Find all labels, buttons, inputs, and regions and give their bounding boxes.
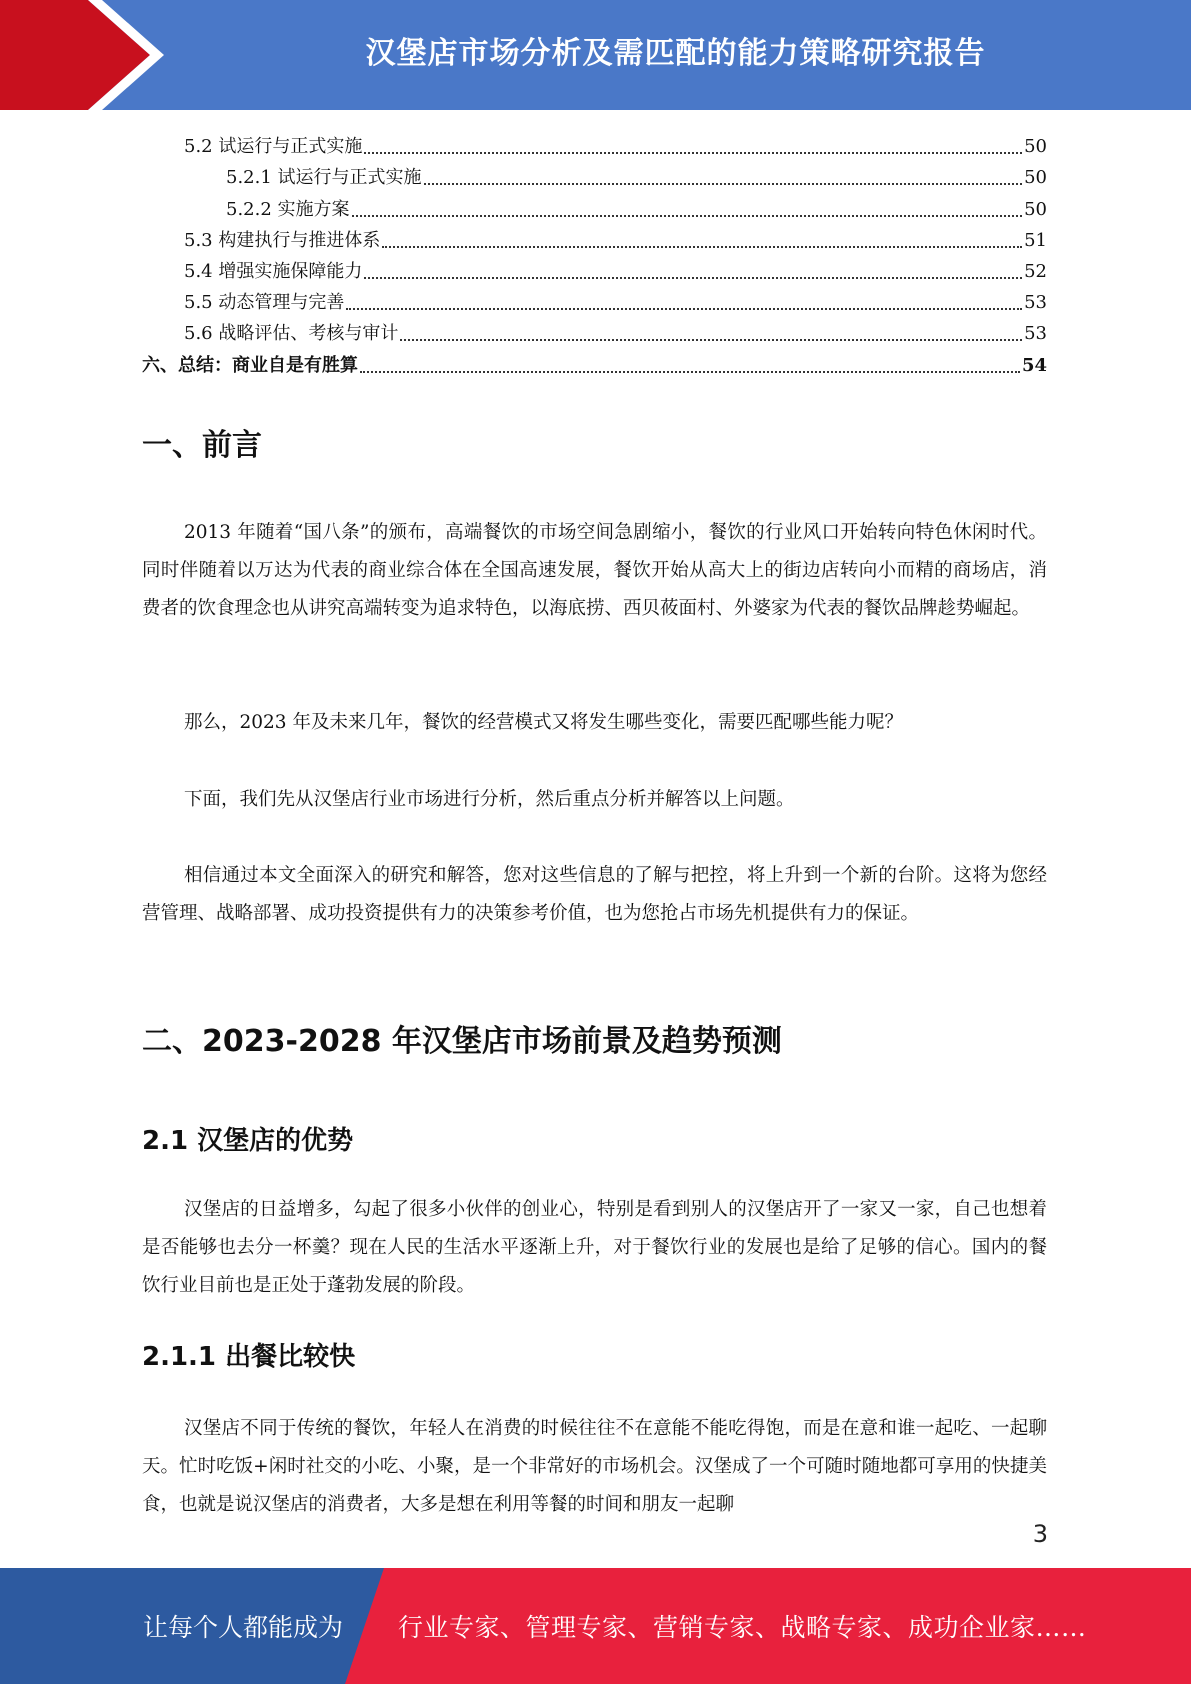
toc-leader-dots xyxy=(382,245,1022,248)
toc-entry-page: 53 xyxy=(1024,292,1047,314)
toc-leader-dots xyxy=(352,214,1023,217)
paragraph: 汉堡店不同于传统的餐饮，年轻人在消费的时候往往不在意能不能吃得饱，而是在意和谁一起吃、一起聊天。忙时吃饭+闲时社交的小吃、小聚，是一个非常好的市场机会。汉堡成了一个可随时随地都可享用的快捷美食，也就是说汉堡店的消费者，大多是想在利用等餐的时间和朋友一起聊 xyxy=(142,1418,1047,1515)
toc-leader-dots xyxy=(346,307,1022,310)
toc-entry-page: 52 xyxy=(1024,260,1047,282)
toc-leader-dots xyxy=(400,338,1022,341)
section-heading: 二、2023-2028 年汉堡店市场前景及趋势预测 xyxy=(142,1024,782,1059)
section-heading: 一、前言 xyxy=(142,428,262,463)
paragraph: 那么，2023 年及未来几年，餐饮的经营模式又将发生哪些变化，需要匹配哪些能力呢？ xyxy=(184,712,903,733)
toc-entry-label: 5.2 试运行与正式实施 xyxy=(184,136,363,158)
toc-entry[interactable] xyxy=(142,346,1047,377)
toc-entry[interactable] xyxy=(142,159,1047,190)
toc-leader-dots xyxy=(364,276,1022,279)
toc-entry[interactable] xyxy=(142,315,1047,346)
toc-entry-page: 51 xyxy=(1024,229,1047,251)
paragraph: 下面，我们先从汉堡店行业市场进行分析，然后重点分析并解答以上问题。 xyxy=(184,789,795,810)
footer-slogan-left: 让每个人都能成为 xyxy=(143,1613,344,1642)
toc-entry-page: 54 xyxy=(1021,354,1047,376)
paragraph: 相信通过本文全面深入的研究和解答，您对这些信息的了解与把控，将上升到一个新的台阶。这将为您经营管理、战略部署、成功投资提供有力的决策参考价值，也为您抢占市场先机提供有力的保证。 xyxy=(142,865,1047,924)
toc-entry-page: 53 xyxy=(1024,323,1047,345)
toc-entry[interactable] xyxy=(142,222,1047,253)
subsection-heading: 2.1.1 出餐比较快 xyxy=(142,1342,356,1372)
footer-slogan-right: 行业专家、管理专家、营销专家、战略专家、成功企业家…… xyxy=(398,1613,1087,1642)
report-title: 汉堡店市场分析及需匹配的能力策略研究报告 xyxy=(365,36,986,71)
page-number: 3 xyxy=(1032,1520,1048,1548)
subsection-heading: 2.1 汉堡店的优势 xyxy=(142,1126,354,1156)
page-header xyxy=(0,0,1191,110)
toc-entry-page: 50 xyxy=(1024,198,1047,220)
toc-entry[interactable] xyxy=(142,128,1047,159)
table-of-contents xyxy=(142,128,1047,378)
paragraph: 2013 年随着“国八条”的颁布，高端餐饮的市场空间急剧缩小，餐饮的行业风口开始转向特色休闲时代。同时伴随着以万达为代表的商业综合体在全国高速发展，餐饮开始从高大上的街边店转向小而精的商场店，消费者的饮食理念也从讲究高端转变为追求特色，以海底捞、西贝莜面村、外婆家为代表的餐饮品牌趁势崛起。 xyxy=(142,522,1047,619)
toc-entry-label: 5.3 构建执行与推进体系 xyxy=(184,229,381,251)
toc-entry-label: 5.4 增强实施保障能力 xyxy=(184,260,363,282)
toc-entry-label: 5.5 动态管理与完善 xyxy=(184,292,345,314)
toc-entry-page: 50 xyxy=(1024,167,1047,189)
toc-entry-label: 六、总结：商业自是有胜算 xyxy=(142,354,358,376)
toc-entry-label: 5.6 战略评估、考核与审计 xyxy=(184,323,399,345)
toc-entry-label: 5.2.2 实施方案 xyxy=(226,198,350,220)
toc-entry[interactable] xyxy=(142,284,1047,315)
page-footer xyxy=(0,1568,1191,1684)
toc-leader-dots xyxy=(360,370,1020,373)
toc-entry-page: 50 xyxy=(1024,136,1047,158)
toc-entry-label: 5.2.1 试运行与正式实施 xyxy=(226,167,422,189)
toc-leader-dots xyxy=(424,182,1023,185)
toc-leader-dots xyxy=(364,151,1022,154)
toc-entry[interactable] xyxy=(142,253,1047,284)
paragraph: 汉堡店的日益增多，勾起了很多小伙伴的创业心，特别是看到别人的汉堡店开了一家又一家，自己也想着是否能够也去分一杯羹？现在人民的生活水平逐渐上升，对于餐饮行业的发展也是给了足够的信心。国内的餐饮行业目前也是正处于蓬勃发展的阶段。 xyxy=(142,1199,1047,1296)
toc-entry[interactable] xyxy=(142,190,1047,221)
